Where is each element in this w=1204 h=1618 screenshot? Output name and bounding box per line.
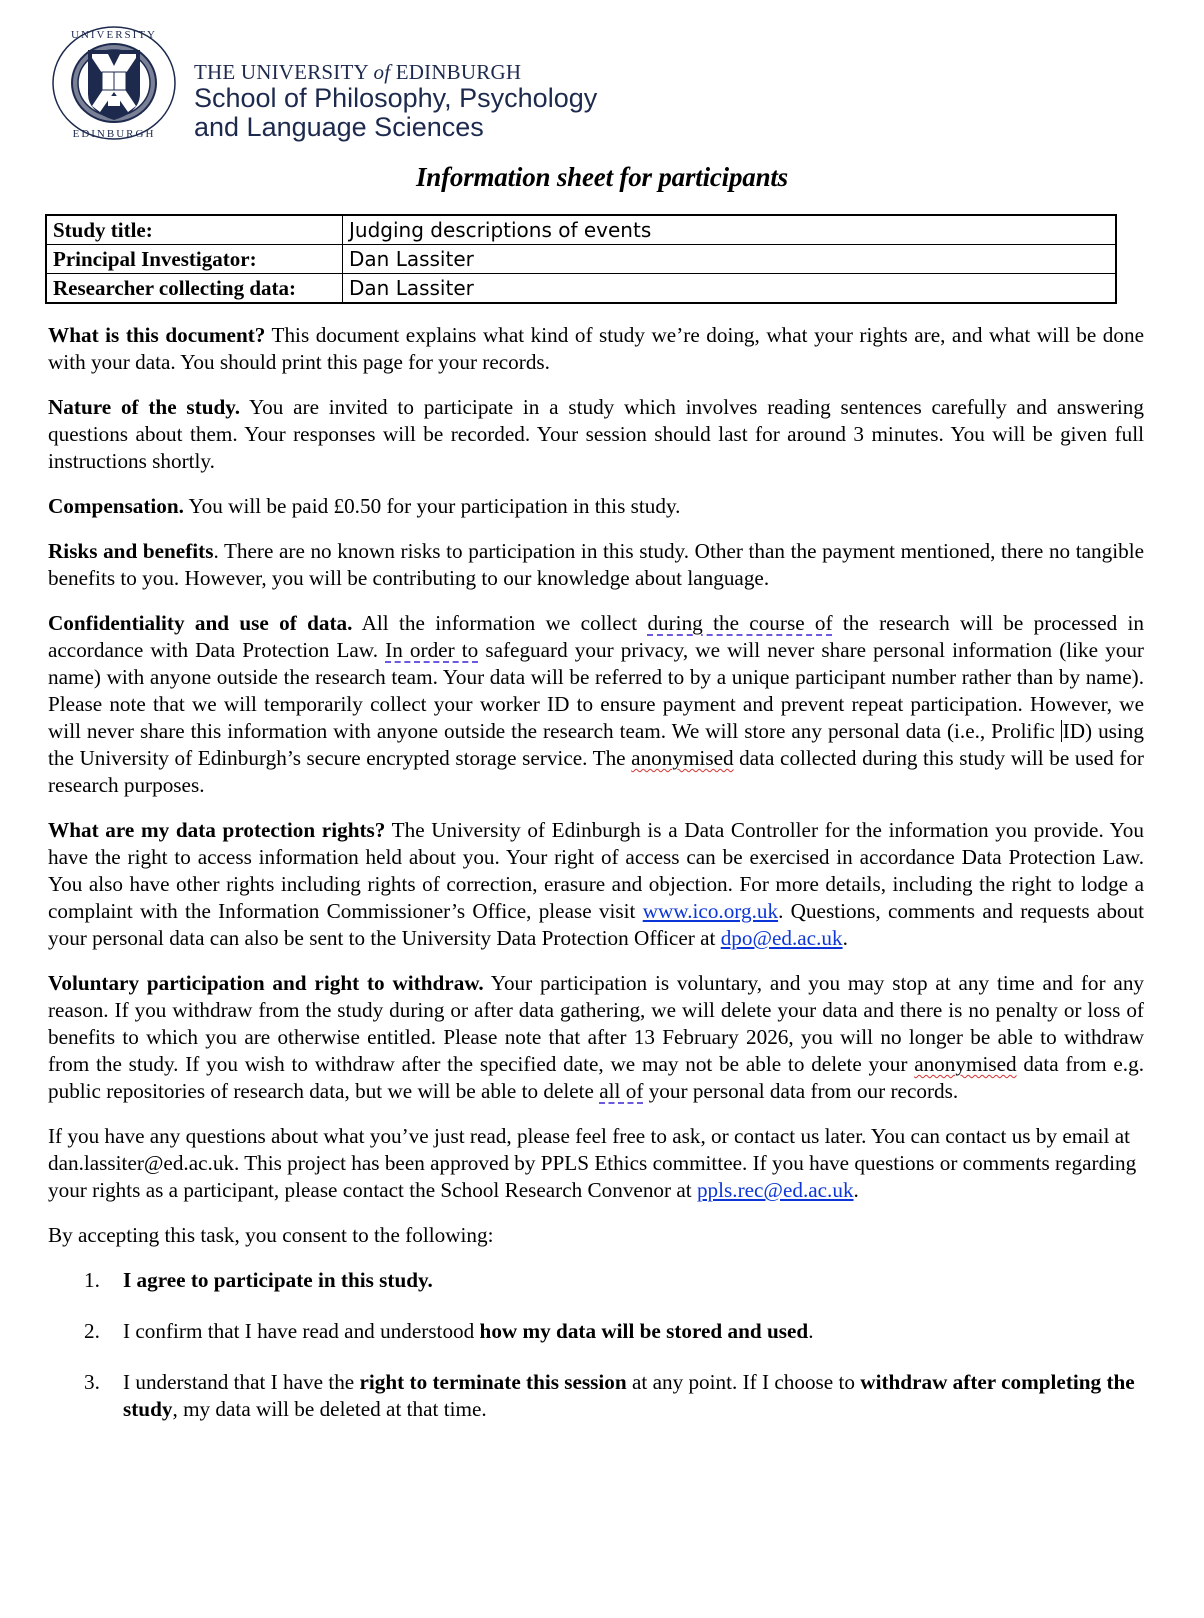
document-body <box>48 322 1144 1447</box>
header <box>44 14 684 144</box>
ico-link[interactable]: www.ico.org.uk <box>642 899 779 923</box>
document-title: Information sheet for participants <box>415 162 788 192</box>
section-heading: Compensation. <box>48 494 184 518</box>
section-compensation: Compensation. You will be paid £0.50 for your participation in this study. <box>48 494 681 518</box>
grammar-suggestion[interactable]: In order to <box>385 638 479 662</box>
study-title-label: Study title: <box>46 215 343 245</box>
consent-intro: By accepting this task, you consent to the following: <box>48 1223 494 1247</box>
researcher-label: Researcher collecting data: <box>46 274 343 304</box>
section-contact: If you have any questions about what you’ve just read, please feel free to ask, or contact us later. You can contact us by email at dan.lassiter@ed.ac.uk. This project has been approved by PPLS Ethics committee. If you have questions or comments regarding your rights as a participant, please contact the School Research Convenor at ppls.rec@ed.ac.uk. <box>48 1124 1137 1202</box>
table-row <box>46 245 1116 274</box>
study-title-value: Judging descriptions of events <box>343 215 1117 245</box>
grammar-suggestion[interactable]: all of <box>599 1079 644 1103</box>
section-risks: Risks and benefits. There are no known risks to participation in this study. Other than the payment mentioned, there no tangible benefits to you. However, you will be contributing to our knowledge about language. <box>48 539 1144 590</box>
section-heading: Confidentiality and use of data. <box>48 611 353 635</box>
svg-text:UNIVERSITY: UNIVERSITY <box>71 29 157 41</box>
consent-item: 1. I agree to participate in this study. <box>84 1268 433 1292</box>
spelling-error[interactable]: anonymised <box>914 1052 1017 1076</box>
brand-block <box>194 60 597 142</box>
school-name-line2: and Language Sciences <box>194 112 484 142</box>
table-row <box>46 215 1116 245</box>
section-heading: Risks and benefits <box>48 539 214 563</box>
section-confidentiality: Confidentiality and use of data. All the information we collect during the course of the research will be processed in accordance with Data Protection Law. In order to safeguard your privacy, we will never share personal information (like your name) with anyone outside the research team. Your data will be referred to by a unique participant number rather than by name). Please note that we will temporarily collect your worker ID to ensure payment and prevent repeat participation. However, we will never share this information with anyone outside the research team. We will store any personal data (i.e., Prolific ID) using the University of Edinburgh’s secure encrypted storage service. The anonymised data collected during this study will be used for research purposes. <box>48 611 1144 797</box>
school-name-line1: School of Philosophy, Psychology <box>194 83 598 113</box>
study-info-table <box>45 214 1117 304</box>
section-what-is-this: What is this document? This document explains what kind of study we’re doing, what your rights are, and what will be done with your data. You should print this page for your records. <box>48 323 1144 374</box>
grammar-suggestion[interactable]: during the course of <box>647 611 833 635</box>
university-name: THE UNIVERSITY of EDINBURGH <box>194 60 522 84</box>
section-voluntary: Voluntary participation and right to withdraw. Your participation is voluntary, and you may stop at any time and for any reason. If you withdraw from the study during or after data gathering, we will delete your data and there is no penalty or loss of benefits to which you are otherwise entitled. Please note that after 13 February 2026, you will no longer be able to withdraw from the study. If you wish to withdraw after the specified date, we may not be able to delete your anonymised data from e.g. public repositories of research data, but we will be able to delete all of your personal data from our records. <box>48 971 1145 1103</box>
researcher-value: Dan Lassiter <box>343 274 1117 304</box>
section-heading: What is this document? <box>48 323 266 347</box>
spelling-error[interactable]: anonymised <box>631 746 734 770</box>
ppls-rec-email-link[interactable]: ppls.rec@ed.ac.uk <box>696 1178 854 1202</box>
principal-investigator-value: Dan Lassiter <box>343 245 1117 274</box>
section-heading: What are my data protection rights? <box>48 818 386 842</box>
dpo-email-link[interactable]: dpo@ed.ac.uk <box>720 926 843 950</box>
section-heading: Nature of the study. <box>48 395 240 419</box>
section-rights: What are my data protection rights? The University of Edinburgh is a Data Controller for the information you provide. You have the right to access information held about you. Your right of access can be exercised in accordance Data Protection Law. You also have other rights including rights of correction, erasure and objection. For more details, including the right to lodge a complaint with the Information Commissioner’s Office, please visit www.ico.org.uk. Questions, comments and requests about your personal data can also be sent to the University Data Protection Officer at dpo@ed.ac.uk. <box>48 818 1144 950</box>
section-nature: Nature of the study. You are invited to participate in a study which involves reading sentences carefully and answering questions about them. Your responses will be recorded. Your session should last for around 3 minutes. You will be given full instructions shortly. <box>48 395 1144 473</box>
consent-list <box>48 1267 1144 1423</box>
principal-investigator-label: Principal Investigator: <box>46 245 343 274</box>
text-cursor <box>1061 720 1062 742</box>
university-crest-icon <box>50 24 178 142</box>
consent-item: 3. I understand that I have the right to terminate this session at any point. If I choose to withdraw after completing the study, my data will be deleted at that time. <box>84 1370 1135 1421</box>
svg-text:EDINBURGH: EDINBURGH <box>72 128 156 140</box>
consent-item: 2. I confirm that I have read and understood how my data will be stored and used. <box>84 1319 814 1343</box>
section-heading: Voluntary participation and right to withdraw. <box>48 971 484 995</box>
table-row <box>46 274 1116 304</box>
